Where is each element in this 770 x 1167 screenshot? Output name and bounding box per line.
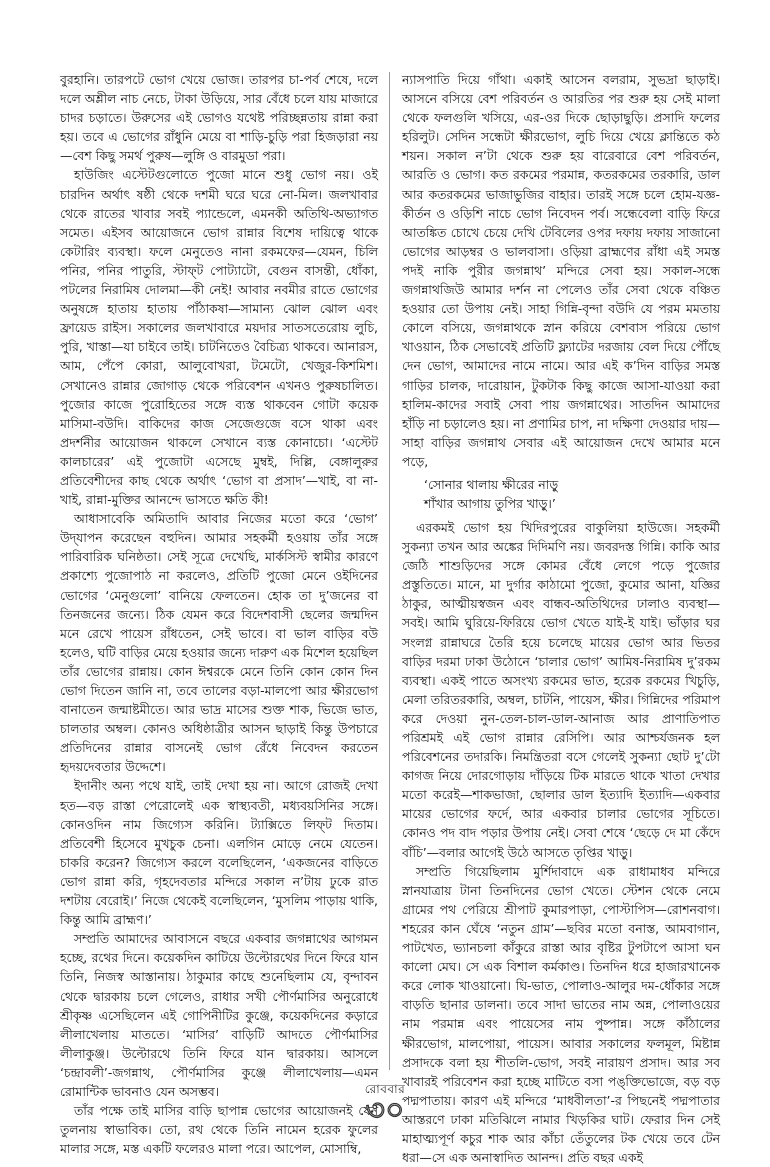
paragraph: ন্যাসপাতি দিয়ে গাঁথা। একাই আসেন বলরাম, সুভদ্রা ছাড়াই। আসনে বসিয়ে বেশ পরিবর্তন ও আরতির পর শুরু হয় সেই মালা থেকে ফলগুলি খসিয়ে, এর-ওর দিকে ছোড়াছুড়ি। প্রসাদি ফলের হরিলুট। সেদিন সন্ধেটা ক্ষীরভোগ, লুচি দিয়ে খেয়ে ক্লান্তিতে কঠ শয়ন। সকাল ন’টা থেকে শুরু হয় বারেবারে বেশ পরিবর্তন, আরতি ও ভোগ। কত রকমের পরমান্ন, কতরকমের তরকারি, ডাল আর কতরকমের ভাজাভুজির বাহার। তারই সঙ্গে চলে হোম-যজ্ঞ-কীর্তন ও ওড়িশি নাচে ভোগ নিবেদন পর্ব। সন্ধেবেলা বাড়ি ফিরে আতঙ্কিত চোখে চেয়ে দেখি টেবিলের ওপর দফায় দফায় সাজানো ভোগের আড়ম্বর ও ভালবাসা। ওড়িয়া ব্রাহ্মণের রাঁধা এই সমস্ত পদই নাকি পুরীর জগন্নাথ’ মন্দিরে সেবা হয়। সকাল-সন্ধে জগন্নাথজিউ আমার দর্শন না পেলেও তাঁর সেবা থেকে বঞ্চিত হওয়ার তো উপায় নেই। সাহা গিন্নি-বৃন্দা বউদি যে পরম মমতায় কোলে বসিয়ে, জগন্নাথকে স্নান করিয়ে বেশবাস পরিয়ে ভোগ খাওয়ান, ঠিক সেভাবেই প্রতিটি ফ্ল্যাটের দরজায় বেল দিয়ে পৌঁছে দেন ভোগ, আমাদের নামে নামে। আর এই ক’দিন বাড়ির সমস্ত গাড়ির চালক, দারোয়ান, টুকটাক কিছু কাজে আসা-যাওয়া করা হালিম-কাদের সবাই সেবা পায় জগন্নাথের। সাতদিন আমাদের হাঁড়ি না চড়ালেও হয়। না প্রণামির চাপ, না দক্ষিণা দেওয়ার দায়—সাহা বাড়ির জগন্নাথ সেবার এই আয়োজন দেখে আমার মনে পড়ে,: [402, 72, 720, 469]
paragraph: ইদানীং অন্য পথে যাই, তাই দেখা হয় না। আগে রোজই দেখা হত—বড় রাস্তা পেরোলেই এক স্বাস্থ্যবতী, মধ্যবয়সিনির সঙ্গে। কোনওদিন নাম জিগ্যেস করিনি। ট্যাক্সিতে লিফ্‌ট দিতাম। প্রতিবেশী হিসেবে মুখচুক চেনা। এলগিন মোড়ে নেমে যেতেন। চাকরি করেন? জিগ্যেস করলে বলেছিলেন, ‘একজনের বাড়িতে ভোগ রান্না করি, গৃহদেবতার মন্দিরে সকাল ন’টায় ঢুকে রাত দশটায় বেরোই।’ নিজে থেকেই বলেছিলেন, ‘মুসলিম পাড়ায় থাকি, কিন্তু আমি ব্রাহ্মণ।’: [60, 778, 378, 928]
paragraph: তাঁর পক্ষে তাই মাসির বাড়ি ছাপান্ন ভোগের আয়োজনই যেন তুলনায় স্বাভাবিক। তো, রথ থেকে তিনি নামেন হরেক ফুলের মালার সঙ্গে, মস্ত একটি ফলেরও মালা পরে। আপেল, মোসাম্বি,: [60, 1103, 378, 1157]
right-column: [402, 70, 720, 1166]
verse-line: ‘সোনার থালায় ক্ষীরের নাড়ু: [424, 476, 559, 492]
column-divider: [389, 72, 390, 1070]
magazine-name: রোববার: [364, 1082, 406, 1096]
paragraph: বুরহানি। তারপটে ভোগ খেয়ে ভোজ। তারপর চা-পর্ব শেষে, দলে দলে অশ্লীল নাচ নেচে, টাকা উড়িয়ে, সার বেঁধে চলে যায় মাজারে চাদর চড়াতে। উরুসের এই ভোগও যথেষ্ট পরিচ্ছন্নতায় রান্না করা হয়। তবে এ ভোগের রাঁধুনি মেয়ে বা শাড়ি-চুড়ি পরা হিজড়ারা নয়—বেশ কিছু সমর্থ পুরুষ—লুঙ্গি ও বারমুডা পরা।: [60, 72, 378, 164]
paragraph: আধাসাবেকি অমিতাদি আবার নিজের মতো করে ‘ভোগ’ উদ্‌যাপন করেছেন বহুদিন। আমার সহকর্মী হওয়ায় তাঁর সঙ্গে পারিবারিক ঘনিষ্ঠতা। সেই সূত্রে দেখেছি, মার্কসিস্ট স্বামীর কারণে প্রকাশ্যে পুজোপাঠ না করলেও, প্রতিটি পুজো মেনে ওইদিনের ভোগের ‘মেনুগুলো’ বানিয়ে ফেলতেন। হোক তা দু’জনের বা তিনজনের জন্যে। ঠিক যেমন করে বিদেশবাসী ছেলের জন্মদিন মনে রেখে পায়েস রাঁধতেন, সেই ভাবে। বা ভাল বাড়ির বউ হলেও, ঘটি বাড়ির মেয়ে হওয়ার জন্যে দারুণ এক মিশেল হয়েছিল তাঁর ভোগের রান্নায়। কোন ঈশ্বরকে মেনে তিনি কোন কোন দিন ভোগ দিতেন জানি না, তবে তালের বড়া-মালপো আর ক্ষীরভোগ বানাতেন জন্মাষ্টমীতে। আর ভাদ্র মাসের শুক্ত শাক, ভিজে ভাত, চালতার অম্বল। কোনও অধিষ্ঠাত্রীর আসন ছাড়াই কিন্তু উপচারে প্রতিদিনের রান্নার বাসনেই ভোগ রেঁধে নিবেদন করতেন হৃদয়দেবতার উদ্দেশে।: [60, 511, 378, 775]
page-number: ৩০: [365, 1093, 405, 1128]
left-column: [60, 70, 378, 1157]
paragraph: সম্প্রতি গিয়েছিলাম মুর্শিদাবাদে এক রাধামাধব মন্দিরে স্নানযাত্রায় টানা তিনদিনের ভোগ খেতে। স্টেশন থেকে নেমে গ্রামের পথ পেরিয়ে শ্রীপাট কুমারপাড়া, পোস্টাপিস—রোশনবাগ। শহরের কান ঘেঁষে ‘নতুন গ্রাম’—ছবির মতো বনাস্ত, আমবাগান, পাটখেত, ভ্যানচলা কাঁকুরে রাস্তা আর বৃষ্টির টুপটাপে আসা ঘন কালো মেঘ। সে এক বিশাল কর্মকাণ্ড। তিনদিন ধরে হাজারখানেক করে লোক খাওয়ানো। ঘি-ভাত, পোলাও-আলুর দম-ধোঁকার সঙ্গে বাড়তি ছানার ডালনা। তবে সাদা ভাতের নাম অন্ন, পোলাওয়ের নাম পরমান্ন এবং পায়েসের নাম পুষ্পান্ন। সঙ্গে কাঁঠালের ক্ষীরভোগ, মালপোয়া, পায়েস। আবার সকালের ফলমূল, মিষ্টান্ন প্রসাদকে বলা হয় শীতলি-ভোগ, সবই নারায়ণ প্রসাদ। আর সব খাবারই পরিবেশন করা হচ্ছে মাটিতে বসা পঙ্‌ক্তিভোজে, বড় বড় পদ্মপাতায়। কারণ এই মন্দিরে ‘মাধবীলতা’-র পিছনেই পদ্মপাতার আস্তরণে ঢাকা মতিঝিলে নামার খিড়কির ঘাট। ফেরার দিন সেই মাহাত্ম্যপূর্ণ কচুর শাক আর কাঁচা তেঁতুলের টক খেয়ে তবে টেন ধরা—সে এক অনাস্বাদিত আনন্দ। প্রতি বছর একই: [402, 863, 720, 1166]
paragraph: হাউজিং এস্টেটগুলোতে পুজো মানে শুধু ভোগ নয়। ওই চারদিন অর্থাৎ ষষ্ঠী থেকে দশমী ঘরে ঘরে নো-মিল। জলখাবার থেকে রাতের খাবার সবই প্যান্ডেলে, এমনকী অতিথি-অভ্যাগত সমেত। এইসব আয়োজনে ভোগ রান্নার বিশেষ দায়িত্বে থাকে কেটারিং ব্যবস্থা। ফলে মেনুতেও নানা রকমফের—যেমন, চিলি পনির, পনির পাতুরি, স্টাফ্‌ট পোট্যাটো, বেগুন বাসন্তী, ধোঁকা, পটলের নিরামিষ দোলমা—কী নেই! আবার নবমীর রাতে ভোগের অনুষঙ্গে হাতায় হাতায় পাঁঠাকষা—সামান্য ঝোল ঝোল এবং ফ্রায়েড রাইস। সকালের জলখাবারে ময়দার সাতসতেরোয় লুচি, পুরি, খাস্তা—যা চাইবে তাই। চাটনিতেও বৈচিত্র্য থাকবে। আনারস, আম, পেঁপে কোরা, আলুবোখরা, টমেটো, খেজুর-কিশমিশ। সেখানেও রান্নার জোগাড় থেকে পরিবেশন এখনও পুরুষচালিত। পুজোর কাজে পুরোহিতের সঙ্গে ব্যস্ত থাকবেন গোটা কয়েক মাসিমা-বউদি। বাকিদের কাজ সেজেগুজে বসে থাকা এবং প্রদর্শনীর আয়োজন থাকলে সেখানে ব্যস্ত কোনাচো। ‘এস্টেট কালচারের’ এই পুজোটা এসেছে মুম্বই, দিল্লি, বেঙ্গালুরুর প্রতিবেশীদের কাছ থেকে অর্থাৎ ‘ভোগ বা প্রসাদ’—খাই, বা না-খাই, রান্না-মুক্তির আনন্দে ভাসতে ক্ষতি কী!: [60, 167, 378, 508]
paragraph: সম্প্রতি আমাদের আবাসনে বছরে একবার জগন্নাথের আগমন হচ্ছে, রথের দিনে। কয়েকদিন কাটিয়ে উল্টোরথের দিনে ফিরে যান তিনি, নিজস্ব আস্তানায়। ঠাকুমার কাছে শুনেছিলাম যে, বৃন্দাবন থেকে দ্বারকায় চলে গেলেও, রাধার সখী পৌর্ণমাসির অনুরোধে শ্রীকৃষ্ণ এসেছিলেন এই গোপিনীটির কুঞ্জে, কয়েকদিনের কড়ারে লীলাখেলায় মাততে। ‘মাসির’ বাড়িটি আদতে পৌর্ণমাসির লীলাকুঞ্জ। উল্টোরথে তিনি ফিরে যান দ্বারকায়। আসলে ‘চন্দ্রাবলী’-জগন্নাথ, পৌর্ণমাসির কুঞ্জে লীলাখেলায়—এমন রোমান্টিক ভাবনাও যেন অসম্ভব।: [60, 931, 378, 1099]
verse-quote: [402, 475, 720, 513]
verse-line: শাঁখার আগায় তুপির খাড়ু।’: [424, 495, 556, 511]
paragraph: এরকমই ভোগ হয় খিদিরপুরের বাকুলিয়া হাউজে। সহকর্মী সুকন্যা তখন আর অঙ্কের দিদিমণি নয়। জবরদস্ত গিন্নি। কাকি আর জেঠি শাশুড়িদের সঙ্গে কোমর বেঁধে লেগে পড়ে পুজোর প্রস্তুতিতে। মানে, মা দুর্গার কাঠামো পুজো, কুমোর আনা, যজ্ঞির ঠাকুর, আত্মীয়স্বজন এবং বান্ধব-অতিথিদের ঢালাও ব্যবস্থা—সবই। আমি ঘুরিয়ে-ফিরিয়ে ভোগ খেতে যাই-ই যাই। ভাঁড়ার ঘর সংলগ্ন রান্নাঘরে তৈরি হয়ে চলেছে মায়ের ভোগ আর ভিতর বাড়ির দরমা ঢাকা উঠোনে ‘চালার ভোগ’ আমিষ-নিরামিষ দু’রকম ব্যবস্থা। একই পাতে অসংখ্য রকমের ভাত, হরেক রকমের খিচুড়ি, মেলা তরিতরকারি, অম্বল, চাটনি, পায়েস, ক্ষীর। গিন্নিদের পরিমাপ করে দেওয়া নুন-তেল-চাল-ডাল-আনাজ আর প্রাণাতিপাত পরিশ্রমই এই ভোগ রান্নার রেসিপি। আর আশ্চর্যজনক হল পরিবেশনের তদারকি। নিমন্ত্রিতরা বসে গেলেই সুকন্যা ছোট দু’টো কাগজ নিয়ে দোরগোড়ায় দাঁড়িয়ে টিক মারতে থাকে খাতা দেখার মতো করেই—শাকভাজা, ছোলার ডাল ইত্যাদি ইত্যাদি—একবার মায়ের ভোগের ফর্দে, আর একবার চালার ভোগের সূচিতে। কোনও পদ বাদ পড়ার উপায় নেই। সেবা শেষে ‘ছেড়ে দে মা কেঁদে বাঁচি’—বলার আগেই উঠে আসতে তৃপ্তির খাড়ু।: [402, 519, 720, 860]
